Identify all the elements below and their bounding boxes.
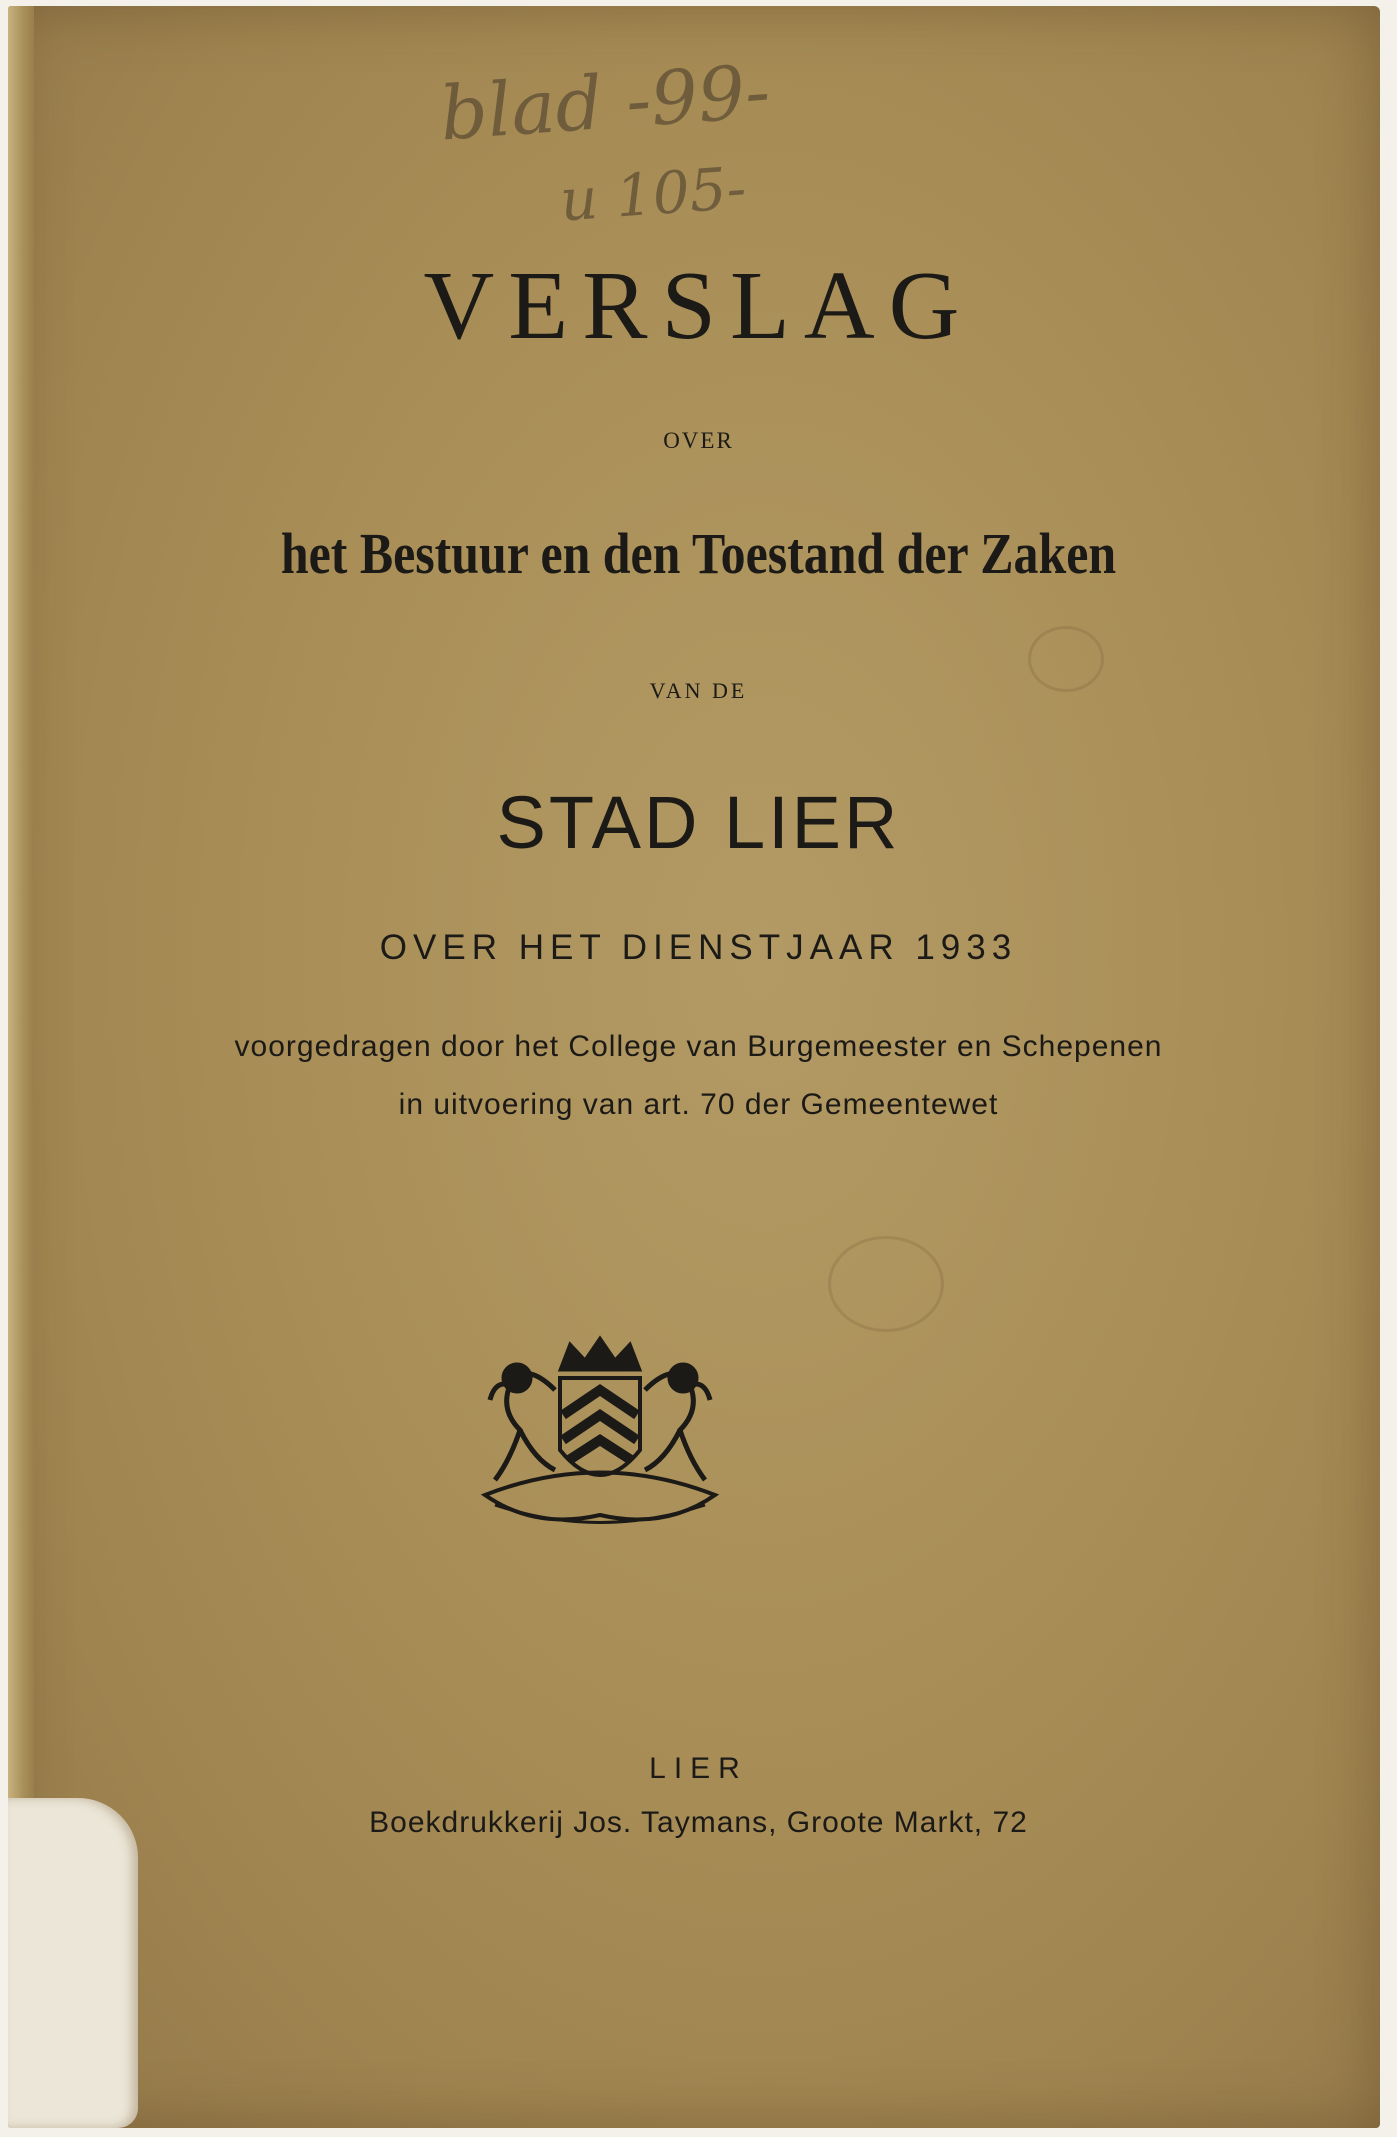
presented-by-line: voorgedragen door het College van Burgemeester en Schepenen	[234, 1030, 1163, 1063]
paper-stain	[828, 1236, 944, 1332]
van-de-line: VAN DE	[649, 678, 748, 703]
handwritten-note: u 105-	[557, 153, 749, 235]
legal-basis-line: in uitvoering van art. 70 der Gemeentewet	[398, 1088, 999, 1121]
place-line: LIER	[649, 1752, 748, 1785]
subject-line: het Bestuur en den Toestand der Zaken	[280, 521, 1117, 586]
fiscal-year-line: OVER HET DIENSTJAAR 1933	[379, 928, 1018, 967]
subtitle-over: OVER	[663, 428, 734, 453]
city-name: STAD LIER	[496, 781, 901, 864]
lier-coat-of-arms-icon	[465, 1330, 735, 1550]
torn-corner	[8, 1798, 138, 2128]
title: VERSLAG	[423, 252, 974, 360]
handwritten-note: blad -99-	[437, 48, 773, 158]
printer-line: Boekdrukkerij Jos. Taymans, Groote Markt, 72	[369, 1806, 1028, 1839]
